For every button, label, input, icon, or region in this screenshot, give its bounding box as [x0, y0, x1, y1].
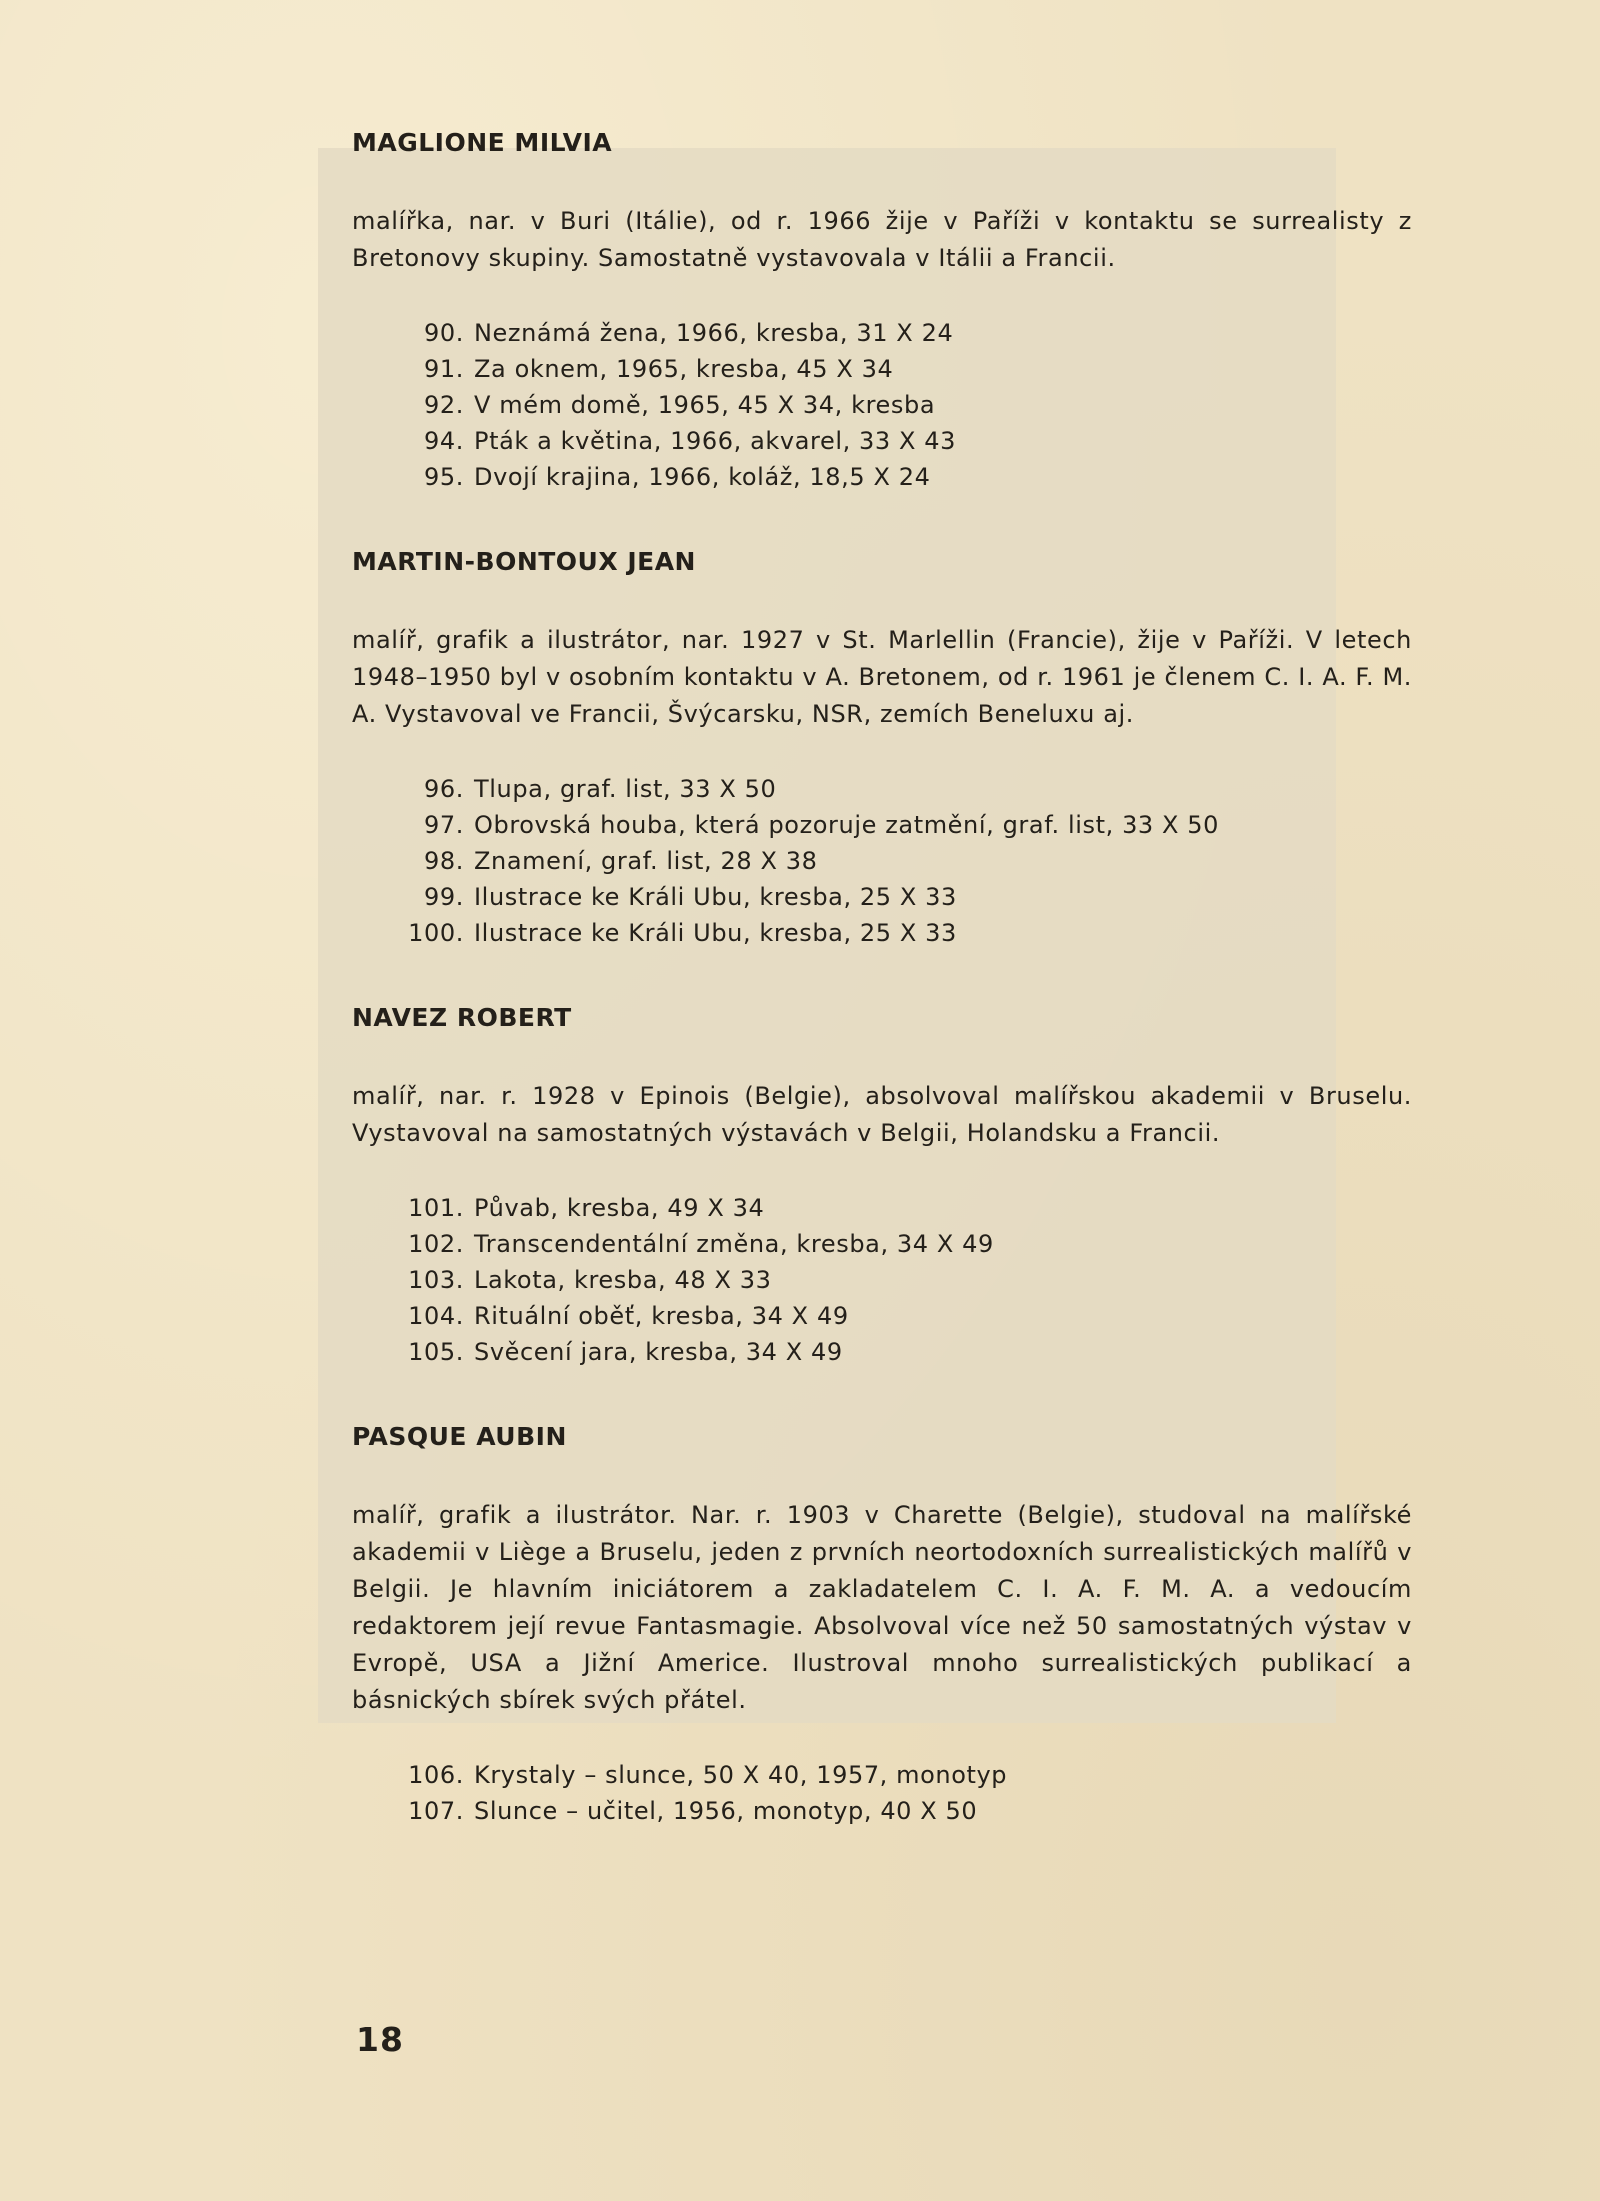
work-item — [402, 459, 1412, 495]
work-number: 94. — [424, 427, 464, 455]
work-item — [402, 1757, 1412, 1793]
work-number: 99. — [424, 883, 464, 911]
artist-bio: malíř, grafik a ilustrátor, nar. 1927 v St. Marlellin (Francie), žije v Paříži. V letech 1948–1950 byl v osobním kontaktu v A. Bretonem, od r. 1961 je členem C. I. A. F. M. A. Vystavoval ve Francii, Švýcarsku, NSR, zemích Beneluxu aj. — [352, 626, 1412, 728]
works-list — [352, 1757, 1412, 1829]
work-description: Půvab, kresba, 49 X 34 — [474, 1194, 765, 1222]
work-item — [402, 1334, 1412, 1370]
work-number: 100. — [408, 919, 464, 947]
artist-entry — [352, 1422, 1412, 1829]
artist-name: NAVEZ ROBERT — [352, 1003, 572, 1032]
work-number: 95. — [424, 463, 464, 491]
work-number: 90. — [424, 319, 464, 347]
work-item — [402, 315, 1412, 351]
work-description: Lakota, kresba, 48 X 33 — [474, 1266, 772, 1294]
work-description: Rituální oběť, kresba, 34 X 49 — [474, 1302, 849, 1330]
work-item — [402, 351, 1412, 387]
artist-entry — [352, 1003, 1412, 1370]
work-number: 107. — [408, 1797, 464, 1825]
work-item — [402, 423, 1412, 459]
work-number: 91. — [424, 355, 464, 383]
work-description: Za oknem, 1965, kresba, 45 X 34 — [474, 355, 894, 383]
work-description: Obrovská houba, která pozoruje zatmění, graf. list, 33 X 50 — [474, 811, 1220, 839]
works-list — [352, 315, 1412, 495]
work-description: Znamení, graf. list, 28 X 38 — [474, 847, 818, 875]
work-description: Krystaly – slunce, 50 X 40, 1957, monotyp — [474, 1761, 1008, 1789]
works-list — [352, 1190, 1412, 1370]
artist-name: PASQUE AUBIN — [352, 1422, 567, 1451]
work-item — [402, 915, 1412, 951]
works-list — [352, 771, 1412, 951]
work-number: 101. — [408, 1194, 464, 1222]
work-description: Slunce – učitel, 1956, monotyp, 40 X 50 — [474, 1797, 978, 1825]
work-number: 104. — [408, 1302, 464, 1330]
work-description: Tlupa, graf. list, 33 X 50 — [474, 775, 777, 803]
artist-entry — [352, 128, 1412, 495]
page-number: 18 — [356, 2020, 404, 2059]
artist-name: MARTIN-BONTOUX JEAN — [352, 547, 696, 576]
work-description: Neznámá žena, 1966, kresba, 31 X 24 — [474, 319, 954, 347]
artist-bio: malíř, nar. r. 1928 v Epinois (Belgie), absolvoval malířskou akademii v Bruselu. Vystavoval na samostatných výstavách v Belgii, Holandsku a Francii. — [352, 1082, 1412, 1147]
artist-bio: malířka, nar. v Buri (Itálie), od r. 1966 žije v Paříži v kontaktu se surrealisty z Bretonovy skupiny. Samostatně vystavovala v Itálii a Francii. — [352, 207, 1412, 272]
catalog-content — [352, 128, 1412, 1829]
work-item — [402, 1262, 1412, 1298]
artist-entry — [352, 547, 1412, 951]
artist-name: MAGLIONE MILVIA — [352, 128, 613, 157]
work-item — [402, 843, 1412, 879]
work-item — [402, 1298, 1412, 1334]
work-item — [402, 807, 1412, 843]
work-item — [402, 1190, 1412, 1226]
work-item — [402, 771, 1412, 807]
work-number: 102. — [408, 1230, 464, 1258]
work-description: V mém domě, 1965, 45 X 34, kresba — [474, 391, 936, 419]
work-description: Transcendentální změna, kresba, 34 X 49 — [474, 1230, 994, 1258]
work-description: Svěcení jara, kresba, 34 X 49 — [474, 1338, 843, 1366]
work-item — [402, 387, 1412, 423]
work-number: 103. — [408, 1266, 464, 1294]
work-description: Pták a květina, 1966, akvarel, 33 X 43 — [474, 427, 957, 455]
work-item — [402, 879, 1412, 915]
work-item — [402, 1793, 1412, 1829]
work-description: Ilustrace ke Králi Ubu, kresba, 25 X 33 — [474, 919, 957, 947]
work-item — [402, 1226, 1412, 1262]
work-number: 96. — [424, 775, 464, 803]
artist-bio: malíř, grafik a ilustrátor. Nar. r. 1903 v Charette (Belgie), studoval na malířské akademii v Liège a Bruselu, jeden z prvních neortodoxních surrealistických malířů v Belgii. Je hlavním iniciátorem a zakladatelem C. I. A. F. M. A. a vedoucím redaktorem její revue Fantasmagie. Absolvoval více než 50 samostatných výstav v Evropě, USA a Jižní Americe. Ilustroval mnoho surrealistických publikací a básnických sbírek svých přátel. — [352, 1501, 1412, 1714]
work-description: Dvojí krajina, 1966, koláž, 18,5 X 24 — [474, 463, 931, 491]
work-number: 97. — [424, 811, 464, 839]
work-number: 106. — [408, 1761, 464, 1789]
work-number: 105. — [408, 1338, 464, 1366]
work-number: 92. — [424, 391, 464, 419]
work-number: 98. — [424, 847, 464, 875]
work-description: Ilustrace ke Králi Ubu, kresba, 25 X 33 — [474, 883, 957, 911]
